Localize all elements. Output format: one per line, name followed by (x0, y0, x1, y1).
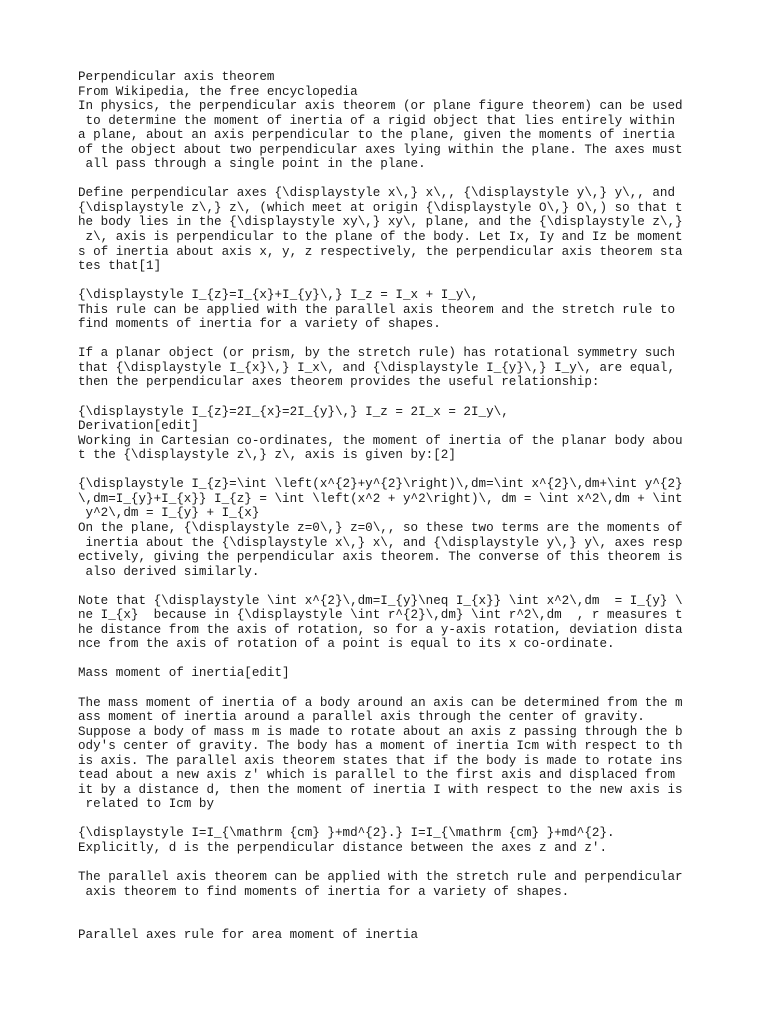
text-line: ass moment of inertia around a parallel axis through the center of gravity. (78, 710, 645, 725)
text-line: z\, axis is perpendicular to the plane of the body. Let Ix, Iy and Iz be moment (78, 230, 683, 245)
text-line: tead about a new axis z' which is parallel to the first axis and displaced from (78, 768, 676, 783)
text-line: all pass through a single point in the plane. (78, 157, 426, 172)
blank-line (78, 579, 698, 594)
text-line: that {\displaystyle I_{x}\,} I_x\, and {\displaystyle I_{y}\,} I_y\, are equal, (78, 360, 676, 375)
blank-line (78, 856, 698, 871)
text-line: a plane, about an axis perpendicular to the plane, given the moments of inertia (78, 128, 676, 143)
blank-line (78, 681, 698, 696)
text-line: ody's center of gravity. The body has a moment of inertia Icm with respect to th (78, 739, 683, 754)
text-line: {\displaystyle I_{z}=I_{x}+I_{y}\,} I_z = I_x + I_y\, (78, 288, 479, 303)
text-line: t the {\displaystyle z\,} z\, axis is given by:[2] (78, 448, 456, 463)
text-line: From Wikipedia, the free encyclopedia (78, 84, 358, 99)
blank-line (78, 390, 698, 405)
text-line: ne I_{x} because in {\displaystyle \int r^{2}\,dm} \int r^2\,dm , r measures t (78, 608, 683, 623)
text-line: he body lies in the {\displaystyle xy\,} xy\, plane, and the {\displaystyle z\,} (78, 215, 683, 230)
blank-line (78, 332, 698, 347)
text-line: find moments of inertia for a variety of shapes. (78, 317, 441, 332)
blank-line (78, 899, 698, 914)
text-line: \,dm=I_{y}+I_{x}} I_{z} = \int \left(x^2 + y^2\right)\, dm = \int x^2\,dm + \int (78, 491, 683, 506)
text-line: tes that[1] (78, 259, 162, 274)
text-line: This rule can be applied with the parallel axis theorem and the stretch rule to (78, 302, 676, 317)
text-line: he distance from the axis of rotation, so for a y-axis rotation, deviation dista (78, 622, 683, 637)
text-line: it by a distance d, then the moment of inertia I with respect to the new axis is (78, 782, 683, 797)
blank-line (78, 652, 698, 667)
text-line: axis theorem to find moments of inertia for a variety of shapes. (78, 884, 570, 899)
text-line: s of inertia about axis x, y, z respectively, the perpendicular axis theorem sta (78, 244, 683, 259)
blank-line (78, 914, 698, 929)
text-line: related to Icm by (78, 797, 215, 812)
text-line: nce from the axis of rotation of a point is equal to its x co-ordinate. (78, 637, 615, 652)
text-line: to determine the moment of inertia of a rigid object that lies entirely within (78, 113, 676, 128)
blank-line (78, 812, 698, 827)
text-line: Perpendicular axis theorem (78, 70, 275, 84)
text-line: Derivation[edit] (78, 419, 199, 434)
text-line: ectively, giving the perpendicular axis theorem. The converse of this theorem is (78, 550, 683, 565)
text-line: The parallel axis theorem can be applied with the stretch rule and perpendicular (78, 870, 683, 885)
text-line: Parallel axes rule for area moment of inertia (78, 928, 419, 943)
text-line: {\displaystyle z\,} z\, (which meet at origin {\displaystyle O\,} O\,) so that t (78, 200, 683, 215)
text-line: The mass moment of inertia of a body around an axis can be determined from the m (78, 695, 683, 710)
text-line: Define perpendicular axes {\displaystyle x\,} x\,, {\displaystyle y\,} y\,, and (78, 186, 676, 201)
blank-line (78, 274, 698, 289)
text-line: {\displaystyle I_{z}=2I_{x}=2I_{y}\,} I_z = 2I_x = 2I_y\, (78, 404, 509, 419)
text-line: Explicitly, d is the perpendicular distance between the axes z and z'. (78, 840, 608, 855)
text-line: is axis. The parallel axis theorem states that if the body is made to rotate ins (78, 753, 683, 768)
text-line: y^2\,dm = I_{y} + I_{x} (78, 506, 260, 521)
text-line: inertia about the {\displaystyle x\,} x\, and {\displaystyle y\,} y\, axes resp (78, 535, 683, 550)
text-line: Suppose a body of mass m is made to rotate about an axis z passing through the b (78, 724, 683, 739)
text-line: In physics, the perpendicular axis theorem (or plane figure theorem) can be used (78, 99, 683, 114)
text-line: of the object about two perpendicular axes lying within the plane. The axes must (78, 142, 683, 157)
text-line: If a planar object (or prism, by the stretch rule) has rotational symmetry such (78, 346, 676, 361)
text-line: On the plane, {\displaystyle z=0\,} z=0\,, so these two terms are the moments of (78, 520, 683, 535)
text-line: Working in Cartesian co-ordinates, the moment of inertia of the planar body abou (78, 433, 683, 448)
text-line: {\displaystyle I_{z}=\int \left(x^{2}+y^{2}\right)\,dm=\int x^{2}\,dm+\int y^{2} (78, 477, 683, 492)
document-text (78, 70, 698, 943)
text-line: Mass moment of inertia[edit] (78, 666, 290, 681)
text-line: then the perpendicular axes theorem provides the useful relationship: (78, 375, 600, 390)
blank-line (78, 172, 698, 187)
text-line: also derived similarly. (78, 564, 260, 579)
text-line: Note that {\displaystyle \int x^{2}\,dm=I_{y}\neq I_{x}} \int x^2\,dm = I_{y} \ (78, 593, 683, 608)
blank-line (78, 463, 698, 478)
text-line: {\displaystyle I=I_{\mathrm {cm} }+md^{2}.} I=I_{\mathrm {cm} }+md^{2}. (78, 826, 615, 841)
